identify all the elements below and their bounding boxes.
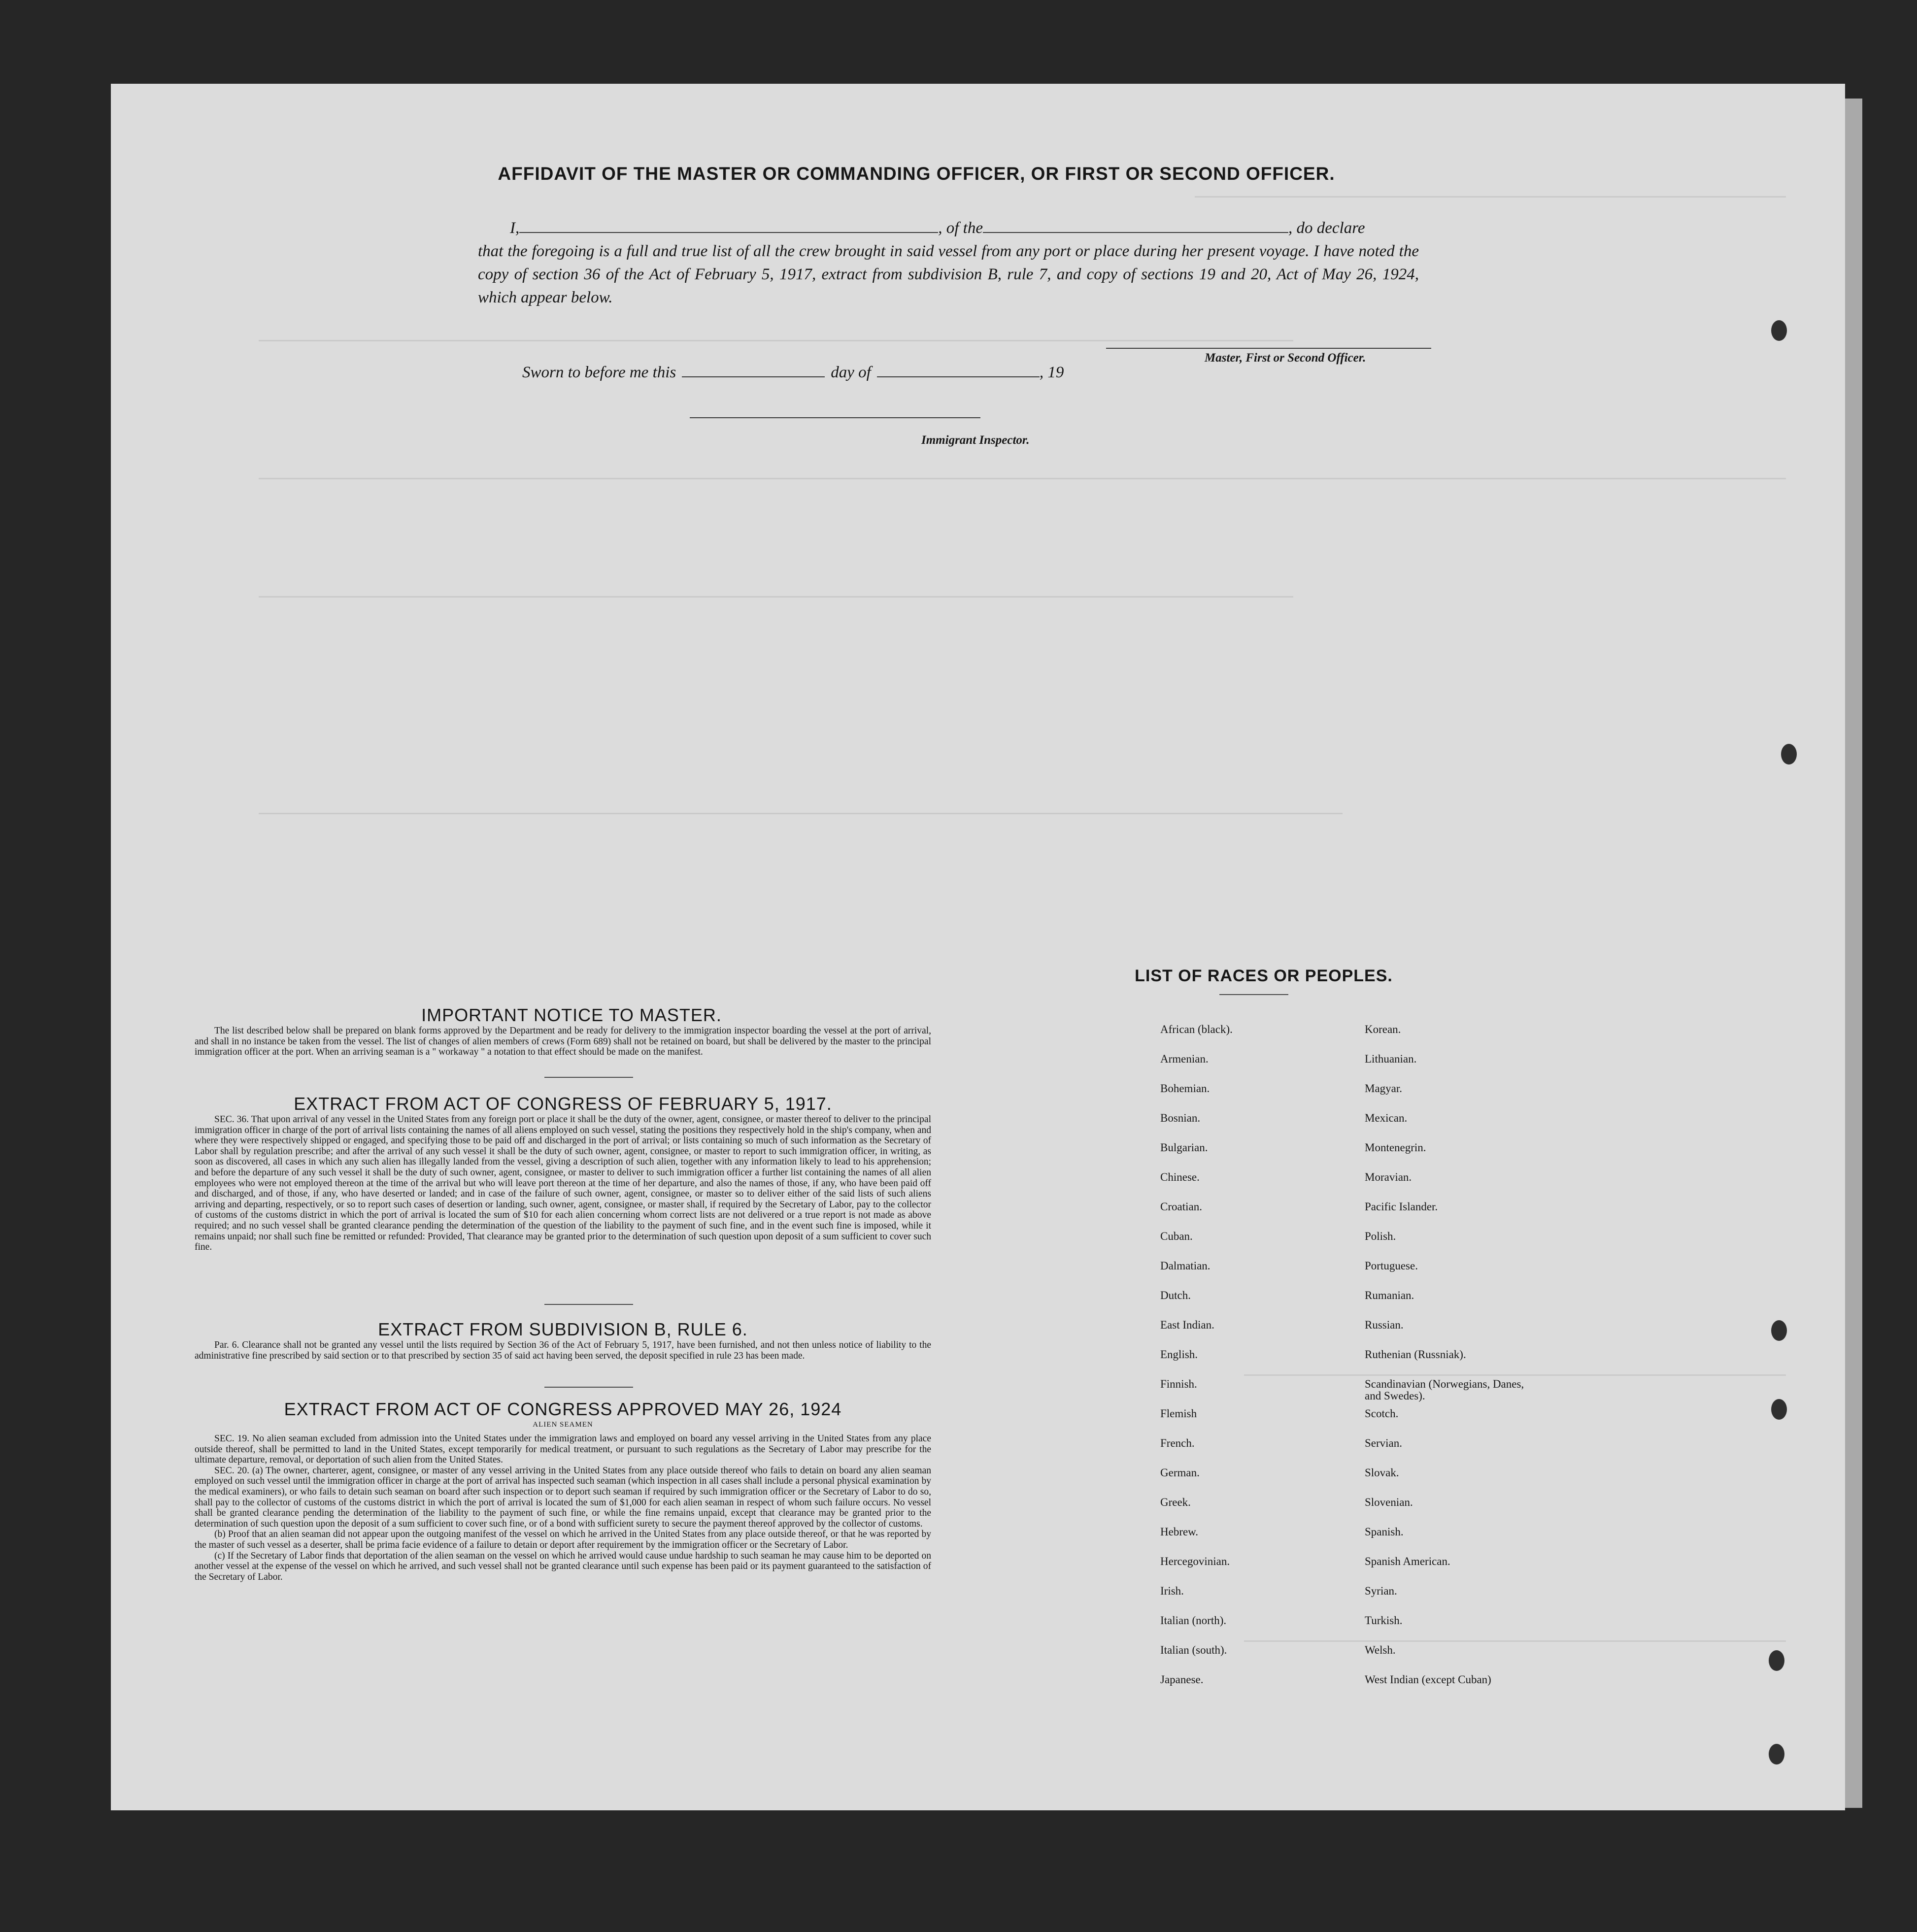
- rule-6-text: [195, 1340, 931, 1361]
- day-blank: [682, 364, 825, 377]
- act-1917-paragraph: SEC. 36. That upon arrival of any vessel in the United States from any foreign port or place it shall be the duty of the owner, agent, consignee, or master thereof to deliver to the principal immigration officer in charge of the port of arrival lists containing the names of all aliens employed on such vessel, stating the positions they respectively hold in the ship's company, when and where they were respectively shipped or engaged, and specifying those to be paid off and discharged in the port of arrival; or lists containing so much of such information as the Secretary of Labor shall by regulation prescribe; and after the arrival of any such vessel it shall be the duty of such owner, agent, consignee, or master to report to such immigration officer, in writing, as soon as discovered, all cases in which any such alien has illegally landed from the vessel, giving a description of such alien, together with any information likely to lead to his apprehension; and before the departure of any such vessel it shall be the duty of such owner, agent, consignee, or master to deliver to such immigration officer a further list containing the names of all alien employees who were not employed thereon at the time of the arrival but who will leave port thereon at the time of her departure, and also the names of those, if any, who have been paid off and discharged, and of those, if any, who have deserted or landed; and in case of the failure of such owner, agent, consignee, or master so to deliver either of the said lists of such aliens arriving and departing, respectively, or so to report such cases of desertion or landing, such owner, agent, consignee, or master shall, if required by the Secretary of Labor, pay to the collector of customs of the customs district in which the port of arrival is located the sum of $10 for each alien concerning whom correct lists are not delivered or a true report is not made as above required; and no such vessel shall be granted clearance pending the determination of the question of the liability to the payment of such fine, and in the event such fine is imposed, while it remains unpaid; nor shall such fine be remitted or refunded: Provided, That clearance may be granted prior to the determination of such question upon deposit of a sum sufficient to cover such fine.: [195, 1114, 931, 1253]
- race-item: Slovenian.: [1365, 1496, 1413, 1508]
- year-prefix: , 19: [1039, 364, 1064, 381]
- vessel-blank: [983, 219, 1288, 233]
- race-item: Syrian.: [1365, 1585, 1397, 1597]
- race-item: Italian (south).: [1160, 1644, 1227, 1656]
- divider: [544, 1387, 633, 1388]
- race-item: Servian.: [1365, 1437, 1403, 1449]
- affidavit-title: AFFIDAVIT OF THE MASTER OR COMMANDING OFFICER, OR FIRST OR SECOND OFFICER.: [498, 164, 1335, 184]
- race-item: Dalmatian.: [1160, 1260, 1211, 1272]
- race-item: Flemish: [1160, 1407, 1197, 1420]
- race-item: Croatian.: [1160, 1200, 1202, 1213]
- race-item: Chinese.: [1160, 1171, 1200, 1183]
- divider: [544, 1077, 633, 1078]
- race-item: Bosnian.: [1160, 1112, 1201, 1124]
- affidavit-body: [478, 217, 1419, 309]
- race-item: Cuban.: [1160, 1230, 1193, 1242]
- affidavit-of-the: , of the: [938, 219, 983, 237]
- name-blank: [519, 219, 938, 233]
- race-item: Ruthenian (Russniak).: [1365, 1348, 1466, 1361]
- punch-hole: [1771, 320, 1787, 341]
- race-item: French.: [1160, 1437, 1195, 1449]
- bleed-line: [259, 813, 1343, 814]
- race-item: Turkish.: [1365, 1614, 1403, 1627]
- race-item: Welsh.: [1365, 1644, 1396, 1656]
- punch-hole: [1781, 744, 1797, 765]
- race-item: Pacific Islander.: [1365, 1200, 1438, 1213]
- race-item: Korean.: [1365, 1023, 1401, 1035]
- inspector-signature-line: [690, 417, 980, 418]
- bleed-line: [259, 340, 1293, 341]
- race-item: Portuguese.: [1365, 1260, 1418, 1272]
- act-1924-subtitle: ALIEN SEAMEN: [533, 1421, 593, 1429]
- bleed-line: [259, 478, 1786, 479]
- race-item: Finnish.: [1160, 1378, 1197, 1390]
- race-item: English.: [1160, 1348, 1198, 1361]
- races-right-column: [1365, 1015, 1527, 1695]
- race-item: Bulgarian.: [1160, 1141, 1208, 1154]
- races-title: LIST OF RACES OR PEOPLES.: [1135, 966, 1393, 985]
- race-item: Slovak.: [1365, 1466, 1399, 1479]
- bleed-line: [1195, 196, 1786, 198]
- race-item: Spanish American.: [1365, 1555, 1450, 1567]
- race-item: German.: [1160, 1466, 1200, 1479]
- master-signature-label: Master, First or Second Officer.: [1205, 351, 1366, 365]
- race-item: Italian (north).: [1160, 1614, 1227, 1627]
- affidavit-declaration-line: [478, 217, 1419, 240]
- rule-6-title: EXTRACT FROM SUBDIVISION B, RULE 6.: [378, 1319, 748, 1339]
- race-item: African (black).: [1160, 1023, 1233, 1035]
- punch-hole: [1769, 1650, 1784, 1671]
- sworn-label: Sworn to before me this: [522, 364, 676, 381]
- race-item: Hebrew.: [1160, 1526, 1199, 1538]
- act-1917-text: [195, 1114, 931, 1253]
- notice-paragraph: The list described below shall be prepared on blank forms approved by the Department and be ready for delivery to the immigration inspector boarding the vessel at the port of arrival, and shall in no instance be taken from the vessel. The list of changes of alien members of crews (Form 689) shall not be retained on board, but shall be delivered by the master to the principal immigration officer at the port. When an arriving seaman is a " workaway " a notation to that effect should be made on the manifest.: [195, 1026, 931, 1058]
- act-1924-text: [195, 1433, 931, 1582]
- race-item: Magyar.: [1365, 1082, 1403, 1095]
- month-blank: [877, 364, 1040, 377]
- race-item: West Indian (except Cuban): [1365, 1673, 1491, 1686]
- act-1917-title: EXTRACT FROM ACT OF CONGRESS OF FEBRUARY 5, 1917.: [294, 1094, 832, 1114]
- affidavit-i-label: I,: [510, 219, 520, 237]
- master-signature-line: [1106, 348, 1431, 349]
- race-item: Lithuanian.: [1365, 1053, 1417, 1065]
- race-item: Armenian.: [1160, 1053, 1209, 1065]
- race-item: Bohemian.: [1160, 1082, 1210, 1095]
- race-item: Scotch.: [1365, 1407, 1399, 1420]
- race-item: Montenegrin.: [1365, 1141, 1426, 1154]
- divider: [544, 1304, 633, 1305]
- bleed-line: [259, 596, 1293, 598]
- act-1924-title: EXTRACT FROM ACT OF CONGRESS APPROVED MAY 26, 1924: [284, 1399, 842, 1419]
- race-item: Japanese.: [1160, 1673, 1204, 1686]
- day-of-label: day of: [831, 364, 871, 381]
- notice-text: [195, 1026, 931, 1058]
- race-item: Mexican.: [1365, 1112, 1408, 1124]
- race-item: Greek.: [1160, 1496, 1191, 1508]
- race-item: Moravian.: [1365, 1171, 1412, 1183]
- divider: [1219, 994, 1288, 995]
- sec-19-paragraph: SEC. 19. No alien seaman excluded from admission into the United States under the immigration laws and employed on board any vessel arriving in the United States from any place outside thereof, shall be permitted to land in the United States, except temporarily for medical treatment, or pursuant to such regulations as the Secretary of Labor may prescribe for the ultimate departure, removal, or deportation of such alien from the United States.: [195, 1433, 931, 1466]
- punch-hole: [1769, 1744, 1784, 1765]
- race-item: Hercegovinian.: [1160, 1555, 1230, 1567]
- sworn-line: [522, 364, 1064, 382]
- race-item: Dutch.: [1160, 1289, 1191, 1301]
- notice-title: IMPORTANT NOTICE TO MASTER.: [421, 1005, 722, 1025]
- race-item: East Indian.: [1160, 1319, 1214, 1331]
- race-item: Spanish.: [1365, 1526, 1404, 1538]
- sec-20b-paragraph: (b) Proof that an alien seaman did not appear upon the outgoing manifest of the vessel on which he arrived in the United States from any place outside thereof, or that he was reported by the master of such vessel as a deserter, shall be prima facie evidence of a failure to detain or deport after requirement by the immigration officer or the Secretary of Labor.: [195, 1529, 931, 1550]
- race-item: Rumanian.: [1365, 1289, 1414, 1301]
- rule-6-paragraph: Par. 6. Clearance shall not be granted any vessel until the lists required by Section 36 of the Act of February 5, 1917, have been furnished, and not then unless notice of liability to the administrative fine prescribed by said section or to that prescribed by section 35 of said act having been served, the deposit specified in rule 23 has been made.: [195, 1340, 931, 1361]
- race-item: Irish.: [1160, 1585, 1184, 1597]
- punch-hole: [1771, 1399, 1787, 1420]
- affidavit-text: that the foregoing is a full and true list of all the crew brought in said vessel from any port or place during her present voyage. I have noted the copy of section 36 of the Act of February 5, 1917, extract from subdivision B, rule 7, and copy of sections 19 and 20, Act of May 26, 1924, which appear below.: [478, 242, 1419, 306]
- punch-hole: [1771, 1320, 1787, 1341]
- race-item: Scandinavian (Norwegians, Danes, and Swedes).: [1365, 1378, 1524, 1402]
- sec-20c-paragraph: (c) If the Secretary of Labor finds that deportation of the alien seaman on the vessel on which he arrived would cause undue hardship to such seaman he may cause him to be deported on another vessel at the expense of the vessel on which he arrived, and such vessel shall not be granted clearance until such expense has been paid or its payment guaranteed to the satisfaction of the Secretary of Labor.: [195, 1550, 931, 1582]
- race-item: Polish.: [1365, 1230, 1396, 1242]
- affidavit-do-declare: , do declare: [1288, 219, 1365, 237]
- race-item: Russian.: [1365, 1319, 1404, 1331]
- inspector-label: Immigrant Inspector.: [921, 433, 1030, 447]
- races-left-column: [1160, 1015, 1233, 1695]
- manifest-page: [111, 84, 1845, 1810]
- sec-20a-paragraph: SEC. 20. (a) The owner, charterer, agent, consignee, or master of any vessel arriving in the United States from any place outside thereof who fails to detain on board any alien seaman employed on such vessel until the immigration officer in charge at the port of arrival has inspected such seaman (which inspection in all cases shall include a personal physical examination by the medical examiners), or who fails to detain such seaman on board after such inspection or to deport such seaman if required by such immigration officer or the Secretary of Labor to do so, shall pay to the collector of customs of the customs district in which the port of arrival is located the sum of $1,000 for each alien seaman in respect of whom such failure occurs. No vessel shall be granted clearance pending the determination of the liability to the payment of such fine, or while the fine remains unpaid, except that clearance may be granted prior to the determination of such question upon the deposit of a sum sufficient to cover such fine, or of a bond with sufficient surety to secure the payment thereof approved by the collector of customs.: [195, 1465, 931, 1529]
